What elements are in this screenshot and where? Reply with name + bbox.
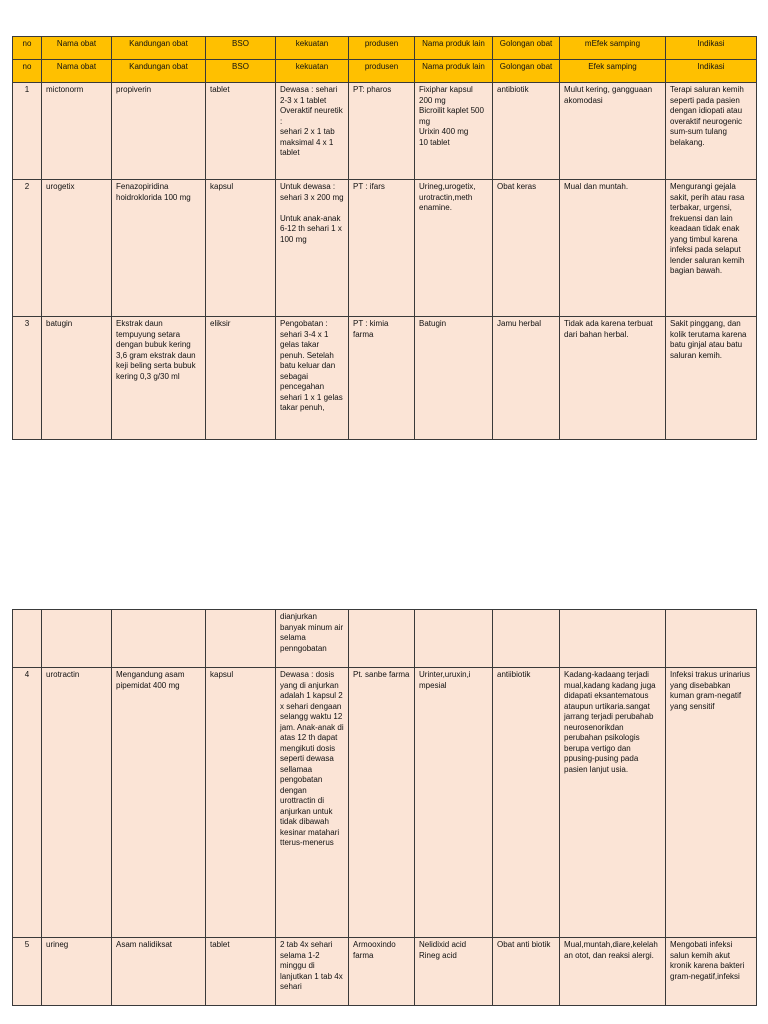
row-no [13,610,42,668]
drug-name: urogetix [42,180,112,317]
drug-indication [666,610,757,668]
drug-form: kapsul [206,668,276,938]
drug-indication: Sakit pinggang, dan kolik terutama karena batu ginjal atau batu saluran kemih. [666,317,757,440]
drug-name: urotractin [42,668,112,938]
drug-dosage: Dewasa : sehari 2-3 x 1 tablet Overaktif neuretik : sehari 2 x 1 tab maksimal 4 x 1 tablet [276,83,349,180]
header-cell: no [13,60,42,83]
drug-side-effects: Tidak ada karena terbuat dari bahan herbal. [560,317,666,440]
drug-form: tablet [206,938,276,1006]
drug-name: urineg [42,938,112,1006]
drug-manufacturer: PT : kimia farma [349,317,415,440]
drug-indication: Mengurangi gejala sakit, perih atau rasa terbakar, urgensi, frekuensi dan lain keadaan tidak enak yang timbul karena infeksi pada selaput lender saluran kemih bagian bawah. [666,180,757,317]
drug-other-products [415,610,493,668]
drug-side-effects: Mulut kering, gangguaan akomodasi [560,83,666,180]
header-cell: produsen [349,37,415,60]
header-cell: Nama obat [42,37,112,60]
drug-table-page-1 [12,36,757,440]
header-cell: BSO [206,37,276,60]
header-cell: Indikasi [666,60,757,83]
drug-content: Asam nalidiksat [112,938,206,1006]
header-cell: Kandungan obat [112,60,206,83]
drug-indication: Mengobati infeksi salun kemih akut kronik karena bakteri gram-negatif,infeksi [666,938,757,1006]
drug-side-effects [560,610,666,668]
drug-other-products: Batugin [415,317,493,440]
drug-other-products: Urinter,uruxin,i mpesial [415,668,493,938]
drug-side-effects: Mual,muntah,diare,kelelahan otot, dan reaksi alergi. [560,938,666,1006]
row-no: 3 [13,317,42,440]
row-no: 1 [13,83,42,180]
drug-manufacturer: PT : ifars [349,180,415,317]
drug-indication: Infeksi trakus urinarius yang disebabkan kuman gram-negatif yang sensitif [666,668,757,938]
drug-form: kapsul [206,180,276,317]
drug-dosage: Dewasa : dosis yang di anjurkan adalah 1 kapsul 2 x sehari dengaan selangg waktu 12 jam. Anak-anak di atas 12 th dapat mengikuti dosis seperti dewasa sellamaa pengobatan dengan urottractin di anjurkan untuk tidak dibawah kesinar matahari tterus-menerus [276,668,349,938]
drug-manufacturer [349,610,415,668]
drug-other-products: Fixiphar kapsul 200 mg Bicroilit kaplet 500 mg Urixin 400 mg 10 tablet [415,83,493,180]
drug-dosage: Pengobatan : sehari 3-4 x 1 gelas takar penuh. Setelah batu keluar dan sebagai pencegahan sehari 1 x 1 gelas takar penuh, [276,317,349,440]
drug-manufacturer: Armooxindo farma [349,938,415,1006]
table-row [13,180,757,317]
drug-class [493,610,560,668]
table-row [13,83,757,180]
drug-content [112,610,206,668]
row-no: 2 [13,180,42,317]
header-cell: Efek samping [560,60,666,83]
table-row [13,668,757,938]
table-header-row [13,60,757,83]
drug-content: Ekstrak daun tempuyung setara dengan bubuk kering 3,6 gram ekstrak daun keji beling serta bubuk kering 0,3 g/30 ml [112,317,206,440]
drug-dosage: 2 tab 4x sehari selama 1-2 minggu di lanjutkan 1 tab 4x sehari [276,938,349,1006]
drug-class: Jamu herbal [493,317,560,440]
drug-manufacturer: Pt. sanbe farma [349,668,415,938]
header-cell: Golongan obat [493,37,560,60]
table-row [13,938,757,1006]
header-cell: kekuatan [276,60,349,83]
drug-class: antibiotik [493,83,560,180]
drug-form: tablet [206,83,276,180]
header-cell: Kandungan obat [112,37,206,60]
drug-class: Obat anti biotik [493,938,560,1006]
header-cell: BSO [206,60,276,83]
drug-table-page-2 [12,609,757,1006]
drug-side-effects: Mual dan muntah. [560,180,666,317]
drug-class: antiibiotik [493,668,560,938]
drug-other-products: Urineg,urogetix, urotractin,meth enamine. [415,180,493,317]
drug-content: Mengandung asam pipemidat 400 mg [112,668,206,938]
row-no: 5 [13,938,42,1006]
drug-indication: Terapi saluran kemih seperti pada pasien dengan idiopati atau overaktif neurogenic sum-sum tulang belakang. [666,83,757,180]
drug-side-effects: Kadang-kadaang terjadi mual,kadang kadang juga didapati eksantematous ataupun urtikaria.sangat jarrang terjadi perubahab neurosenorikdan perubahan psikologis berupa vertigo dan ppusing-pusing pada pasien lanjut usia. [560,668,666,938]
drug-class: Obat keras [493,180,560,317]
drug-other-products: Nelidixid acid Rineg acid [415,938,493,1006]
drug-name: batugin [42,317,112,440]
header-cell: kekuatan [276,37,349,60]
drug-dosage: Untuk dewasa : sehari 3 x 200 mg Untuk anak-anak 6-12 th sehari 1 x 100 mg [276,180,349,317]
drug-form: eliksir [206,317,276,440]
header-cell: Golongan obat [493,60,560,83]
header-cell: Nama produk lain [415,60,493,83]
table-row [13,317,757,440]
header-cell: Nama produk lain [415,37,493,60]
table-row-continuation [13,610,757,668]
drug-content: Fenazopiridina hoidroklorida 100 mg [112,180,206,317]
header-cell: mEfek samping [560,37,666,60]
table-header-row [13,37,757,60]
header-cell: produsen [349,60,415,83]
drug-manufacturer: PT: pharos [349,83,415,180]
drug-name: mictonorm [42,83,112,180]
header-cell: Nama obat [42,60,112,83]
header-cell: no [13,37,42,60]
drug-name [42,610,112,668]
drug-content: propiverin [112,83,206,180]
header-cell: Indikasi [666,37,757,60]
drug-form [206,610,276,668]
row-no: 4 [13,668,42,938]
drug-dosage: dianjurkan banyak minum air selama penngobatan [276,610,349,668]
